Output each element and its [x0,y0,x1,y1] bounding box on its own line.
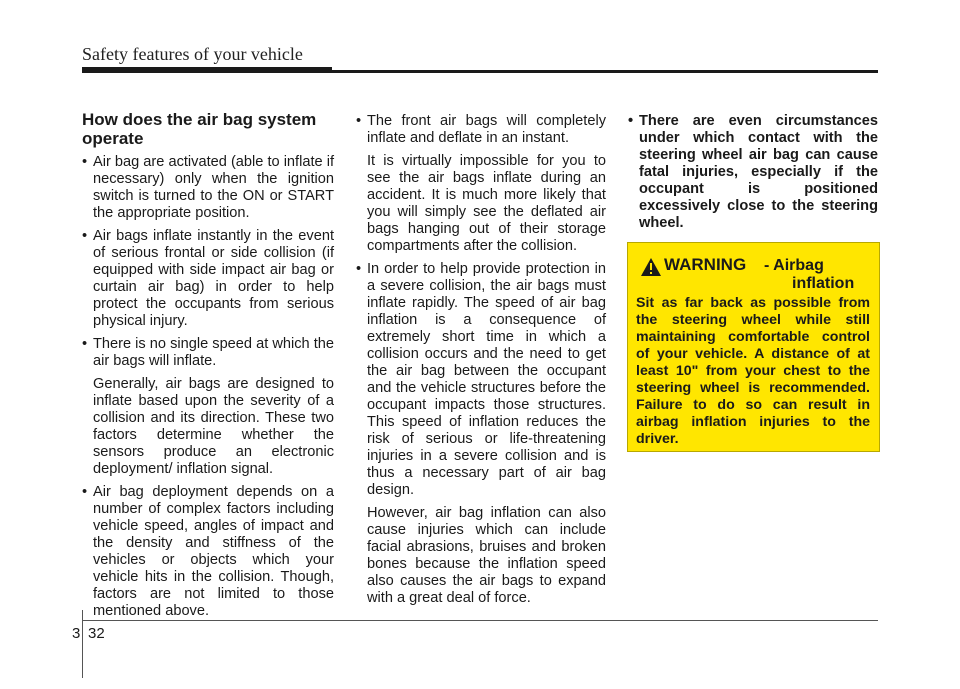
page-header-title: Safety features of your vehicle [82,44,303,64]
paragraph: Generally, air bags are designed to inflate based upon the severity of a collision and its direction. These two factors determine whether the sensors produce an electronic deployment/ inflation signal. [93,376,334,477]
warning-box [627,242,880,452]
list-item: • Air bag deployment depends on a number of complex factors including vehicle speed, angles of impact and the density and stiffness of the vehicles or objects which your vehicle hits in the collision. Though, factors are not limited to those mentioned above. [82,484,334,620]
warning-label: WARNING [664,255,747,274]
paragraph: It is virtually impossible for you to see the air bags inflate during an accident. It is much more likely that you will simply see the deflated air bags hanging out of their storage compartments after the collision. [367,153,606,254]
warning-text: Sit as far back as possible from the steering wheel while still maintaining comfortable control of your vehicle. A distance of at least 10" from your chest to the steering wheel is recommended. Failure to do so can result in airbag inflation injuries to the driver. [636,295,870,447]
column-2 [356,113,606,613]
list-item: • There is no single speed at which the air bags will inflate. [82,336,334,370]
footer-rule [82,620,878,621]
warning-subtitle-line2: inflation [792,275,855,292]
warning-header [640,255,870,295]
column-3 [628,113,878,238]
chapter-number: 3 [72,625,81,642]
section-heading: How does the air bag system operate [82,110,317,148]
column-1 [82,110,334,626]
list-item-bold: • There are even circumstances under which contact with the steering wheel air bag can cause fatal injuries, especially if the occupant is positioned excessively close to the steering wheel. [628,113,878,232]
warning-triangle-icon [640,257,662,277]
warning-subtitle-line1: - Airbag [764,257,824,274]
footer-divider [82,610,83,678]
list-item: • The front air bags will completely inflate and deflate in an instant. [356,113,606,147]
list-item: • In order to help provide protection in a severe collision, the air bags must inflate rapidly. The speed of air bag inflation is a consequence of extremely short time in which a collision occurs and the need to get the air bag between the occupant and the vehicle structures before the occupant impacts those structures. This speed of inflation reduces the risk of serious or life-threatening injuries in a severe collision and is thus a necessary part of air bag design. [356,261,606,499]
page-number: 32 [88,625,105,642]
list-item: • Air bag are activated (able to inflate if necessary) only when the ignition switch is turned to the ON or START the appropriate position. [82,154,334,222]
list-item: • Air bags inflate instantly in the event of serious frontal or side collision (if equipped with side impact air bag or curtain air bag) in order to help protect the occupants from serious physical injury. [82,228,334,330]
paragraph: However, air bag inflation can also cause injuries which can include facial abrasions, bruises and broken bones because the inflation speed also causes the air bags to expand with a great deal of force. [367,505,606,606]
header-rule [82,70,878,73]
